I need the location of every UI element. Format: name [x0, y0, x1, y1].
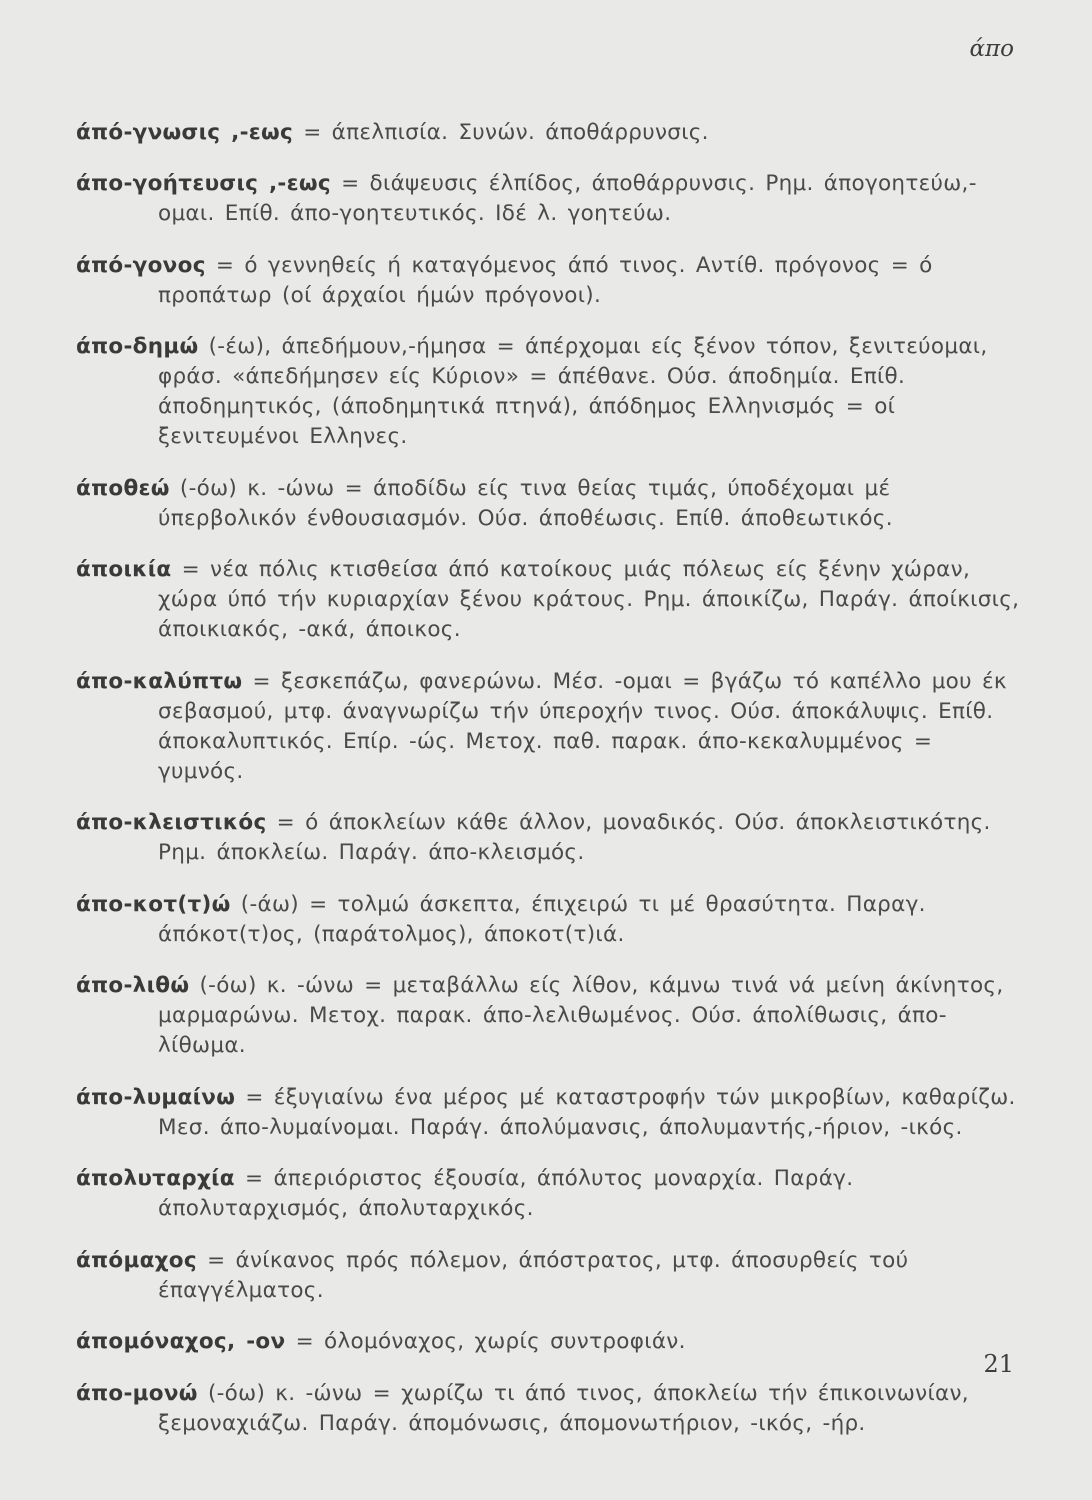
entry-definition: (-όω) κ. -ώνω = άποδίδω είς τινα θείας τιμάς, ύποδέχομαι μέ ύπερβολικόν ένθουσιασμόν. Ούσ. άποθέωσις. Επίθ. άποθεωτικός. — [158, 475, 893, 531]
entry-headword: άπο-κοτ(τ)ώ — [76, 891, 231, 917]
entry-headword: άπολυταρχία — [76, 1166, 235, 1191]
dictionary-entries — [76, 96, 1026, 1451]
entry-headword: άπόμαχος — [76, 1247, 197, 1273]
dictionary-entry — [76, 1164, 1026, 1224]
entry-definition: (-όω) κ. -ώνω = χωρίζω τι άπό τινος, άποκλείω τήν έπικοινωνίαν, ξεμοναχιάζω. Παράγ. άπομόνωσις, άπομονωτήριον, -ικός, -ήρ. — [158, 1380, 969, 1436]
entry-headword: άπο-καλύπτω — [76, 668, 243, 694]
entry-headword: άπο-μονώ — [76, 1380, 198, 1406]
dictionary-entry — [76, 474, 1026, 534]
dictionary-entry — [76, 890, 1026, 950]
dictionary-entry — [76, 667, 1026, 787]
entry-headword: άποικία — [76, 557, 172, 582]
dictionary-entry — [76, 1327, 1026, 1357]
running-head: άπο — [969, 36, 1014, 62]
page-number: 21 — [983, 1350, 1014, 1378]
entry-definition: = διάψευσις έλπίδος, άποθάρρυνσις. Ρημ. άπογοητεύω,-ομαι. Επίθ. άπο-γοητευτικός. Ιδέ λ. γοητεύω. — [158, 171, 977, 226]
entry-definition: = νέα πόλις κτισθείσα άπό κατοίκους μιάς πόλεως είς ξένην χώραν, χώρα ύπό τήν κυριαρχίαν ξένου κράτους. Ρημ. άποικίζω, Παράγ. άποίκισις, άποικιακός, -ακά, άποικος. — [158, 557, 1020, 642]
entry-headword: άπο-γοήτευσις ,-εως — [76, 171, 331, 196]
entry-headword: άπό-γονος — [76, 252, 206, 278]
entry-headword: άπό-γνωσις ,-εως — [76, 119, 294, 145]
entry-definition: = ό άποκλείων κάθε άλλον, μοναδικός. Ούσ. άποκλειστικότης. Ρημ. άποκλείω. Παράγ. άπο-κλεισμός. — [158, 810, 991, 865]
entry-definition: = άνίκανος πρός πόλεμον, άπόστρατος, μτφ. άποσυρθείς τού έπαγγέλματος. — [158, 1247, 909, 1303]
dictionary-entry — [76, 808, 1026, 868]
entry-headword: άπο-λυμαίνω — [76, 1084, 236, 1110]
entry-definition: = έξυγιαίνω ένα μέρος μέ καταστροφήν τών μικροβίων, καθαρίζω. Μεσ. άπο-λυμαίνομαι. Παράγ. άπολύμανσις, άπολυμαντής,-ήριον, -ικός. — [158, 1084, 1016, 1140]
entry-definition: (-όω) κ. -ώνω = μεταβάλλω είς λίθον, κάμνω τινά νά μείνη άκίνητος, μαρμαρώνω. Μετοχ. παρακ. άπο-λελιθωμένος. Ούσ. άπολίθωσις, άπο-λίθωμα. — [158, 973, 1004, 1058]
dictionary-entry — [76, 1246, 1026, 1306]
dictionary-entry — [76, 1379, 1026, 1439]
dictionary-entry — [76, 169, 1026, 229]
dictionary-entry — [76, 251, 1026, 311]
entry-headword: άπο-λιθώ — [76, 973, 190, 998]
dictionary-entry — [76, 555, 1026, 645]
entry-definition: = όλομόναχος, χωρίς συντροφιάν. — [295, 1329, 686, 1354]
entry-headword: άπομόναχος, -ον — [76, 1329, 286, 1354]
entry-definition: = άπεριόριστος έξουσία, άπόλυτος μοναρχία. Παράγ. άπολυταρχισμός, άπολυταρχικός. — [158, 1166, 854, 1221]
entry-headword: άπο-δημώ — [76, 334, 199, 359]
dictionary-entry — [76, 118, 1026, 148]
entry-headword: άπο-κλειστικός — [76, 810, 267, 835]
dictionary-entry — [76, 971, 1026, 1061]
entry-definition: = ό γεννηθείς ή καταγόμενος άπό τινος. Αντίθ. πρόγονος = ό προπάτωρ (οί άρχαίοι ήμών πρόγονοι). — [158, 252, 933, 308]
dictionary-entry — [76, 1083, 1026, 1143]
entry-headword: άποθεώ — [76, 475, 170, 501]
entry-definition: (-έω), άπεδήμουν,-ήμησα = άπέρχομαι είς ξένον τόπον, ξενιτεύομαι, φράσ. «άπεδήμησεν είς Κύριον» = άπέθανε. Ούσ. άποδημία. Επίθ. άποδημητικός, (άποδημητικά πτηνά), άπόδημος Ελληνισμός = οί ξενιτευμένοι Ελληνες. — [158, 334, 988, 449]
entry-definition: = άπελπισία. Συνών. άποθάρρυνσις. — [303, 119, 709, 145]
entry-definition: = ξεσκεπάζω, φανερώνω. Μέσ. -ομαι = βγάζω τό καπέλλο μου έκ σεβασμού, μτφ. άναγνωρίζω τήν ύπεροχήν τινος. Ούσ. άποκάλυψις. Επίθ. άποκαλυπτικός. Επίρ. -ώς. Μετοχ. παθ. παρακ. άπο-κεκαλυμμένος = γυμνός. — [158, 668, 1007, 784]
entry-definition: (-άω) = τολμώ άσκεπτα, έπιχειρώ τι μέ θρασύτητα. Παραγ. άπόκοτ(τ)ος, (παράτολμος), άποκοτ(τ)ιά. — [158, 891, 926, 947]
dictionary-entry — [76, 332, 1026, 452]
